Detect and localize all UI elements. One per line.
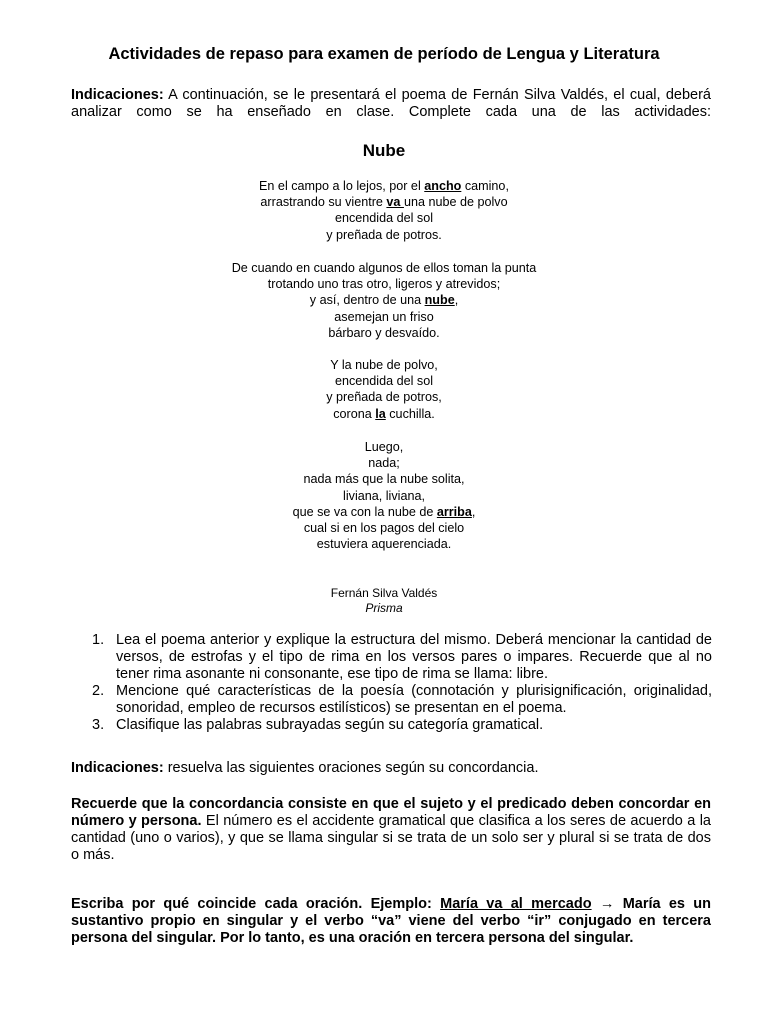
reminder-bold: Recuerde que la concordancia consiste en que el sujeto y el predicado deben concordar en número y persona.	[71, 796, 711, 829]
list-item	[92, 632, 712, 683]
indications-label: Indicaciones:	[71, 760, 164, 776]
poem-line: nada;	[368, 456, 400, 471]
list-text: Lea el poema anterior y explique la estructura del mismo. Deberá mencionar la cantidad de versos, de estrofas y el tipo de rima en los versos pares o impares. Recuerde que al no tener rima asonante ni consonante, ese tipo de rima se llama: libre.	[116, 632, 712, 682]
indications-paragraph	[71, 760, 711, 777]
activities-list	[92, 632, 712, 734]
reminder-paragraph	[71, 796, 711, 864]
list-number: 2.	[92, 683, 105, 699]
document-title: Actividades de repaso para examen de período de Lengua y Literatura	[108, 45, 660, 63]
list-number: 1.	[92, 632, 105, 648]
poem-line: corona la cuchilla.	[333, 406, 435, 421]
poem-stanza-3	[0, 357, 768, 422]
poem-line: cual si en los pagos del cielo	[303, 521, 465, 536]
example-lead: Escriba por qué coincide cada oración. Ejemplo:	[71, 896, 441, 912]
underlined-word: nube	[424, 293, 455, 308]
poem-line: liviana, liviana,	[343, 488, 425, 503]
poem-stanza-2	[0, 260, 768, 341]
underlined-word: la	[375, 406, 386, 421]
poem-line: que se va con la nube de arriba,	[292, 504, 476, 519]
poem-attribution	[0, 586, 768, 616]
poem-stanza-4	[0, 439, 768, 552]
poem-line: nada más que la nube solita,	[303, 472, 465, 487]
poem-line: estuviera aquerenciada.	[316, 537, 452, 552]
indications-text: resuelva las siguientes oraciones según su concordancia.	[163, 760, 539, 776]
underlined-word: ancho	[424, 179, 462, 193]
reminder-text: El número es el accidente gramatical que clasifica a los seres de acuerdo a la cantidad (uno o varios), y que se llama singular si se trata de un solo ser y plural si se trata de dos o más.	[71, 813, 711, 863]
poem-line: Y la nube de polvo,	[330, 358, 438, 372]
poem-line: y preñada de potros.	[326, 227, 442, 242]
poem-line: De cuando en cuando algunos de ellos toman la punta	[231, 261, 537, 275]
example-sentence: María va al mercado	[440, 896, 592, 912]
poem-author: Fernán Silva Valdés	[330, 586, 438, 600]
intro-label: Indicaciones:	[71, 87, 164, 103]
poem-line: encendida del sol	[334, 211, 434, 226]
intro-paragraph	[71, 87, 711, 121]
poem-line: encendida del sol	[334, 374, 434, 389]
poem-title: Nube	[362, 141, 406, 160]
poem-line: bárbaro y desvaído.	[328, 325, 440, 340]
list-item	[92, 717, 712, 734]
arrow-right-icon: →	[591, 896, 623, 912]
poem-line: arrastrando su vientre va una nube de polvo	[260, 195, 508, 210]
list-item	[92, 683, 712, 717]
poem-line: asemejan un friso	[334, 309, 434, 324]
poem-stanza-1	[0, 178, 768, 243]
poem-book: Prisma	[365, 601, 403, 615]
poem-line: y preñada de potros,	[326, 390, 442, 405]
list-text: Mencione qué características de la poesía (connotación y plurisignificación, originalidad, sonoridad, empleo de recursos estilísticos) se presentan en el poema.	[116, 683, 712, 716]
underlined-word: va	[386, 195, 404, 210]
example-explanation: María es un sustantivo propio en singular y el verbo “va” viene del verbo “ir” conjugado en tercera persona del singular. Por lo tanto, es una oración en tercera persona del singular.	[71, 896, 712, 946]
poem-line: En el campo a lo lejos, por el ancho camino,	[259, 179, 509, 193]
example-paragraph	[71, 896, 711, 947]
list-number: 3.	[92, 717, 105, 733]
poem-line: Luego,	[364, 440, 404, 454]
list-text: Clasifique las palabras subrayadas según su categoría gramatical.	[116, 717, 544, 733]
poem-line: y así, dentro de una nube,	[309, 293, 459, 308]
intro-text: A continuación, se le presentará el poema de Fernán Silva Valdés, el cual, deberá analizar como se ha enseñado en clase. Complete cada una de las actividades:	[71, 87, 711, 120]
poem-line: trotando uno tras otro, ligeros y atrevidos;	[267, 277, 501, 292]
underlined-word: arriba	[436, 504, 472, 519]
